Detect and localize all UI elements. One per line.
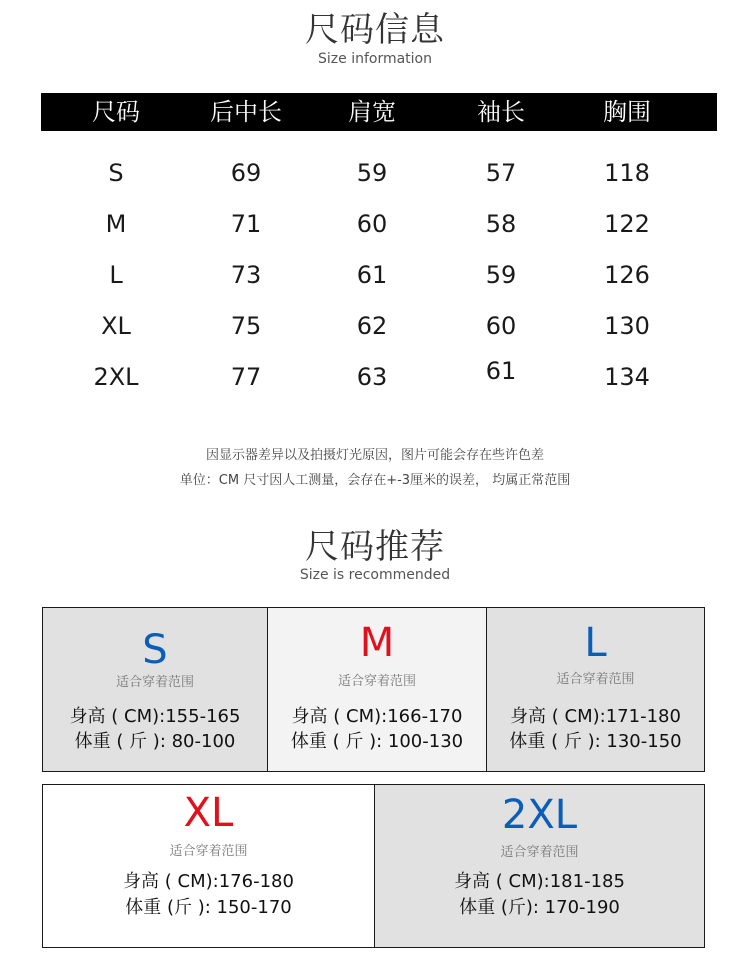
weight-range: 体重 ( 斤 ): 100-130 bbox=[290, 731, 464, 752]
table-cell: 60 bbox=[485, 312, 517, 340]
table-row bbox=[41, 204, 717, 244]
table-cell: 77 bbox=[230, 363, 262, 391]
height-range: 身高 ( CM):166-170 bbox=[291, 706, 463, 727]
table-cell: XL bbox=[101, 312, 131, 340]
height-range: 身高 ( CM):171-180 bbox=[510, 706, 681, 727]
size-info-subtitle: Size information bbox=[318, 51, 432, 67]
size-label: M bbox=[359, 620, 395, 666]
table-cell: 118 bbox=[604, 159, 650, 187]
size-label: 2XL bbox=[501, 792, 578, 838]
table-cell: 73 bbox=[230, 261, 262, 289]
height-range: 身高 ( CM):176-180 bbox=[123, 871, 294, 892]
table-cell: 69 bbox=[230, 159, 262, 187]
size-label: L bbox=[584, 620, 607, 666]
size-box-m bbox=[267, 607, 487, 772]
table-cell: 122 bbox=[604, 210, 650, 238]
table-cell: 75 bbox=[230, 312, 262, 340]
table-cell: 61 bbox=[356, 261, 388, 289]
size-table-header bbox=[41, 93, 717, 131]
table-cell: 71 bbox=[230, 210, 262, 238]
header-size: 尺码 bbox=[92, 98, 140, 126]
fit-range-label: 适合穿着范围 bbox=[115, 675, 194, 690]
size-info-title: 尺码信息 bbox=[305, 10, 445, 50]
size-recommend-title: 尺码推荐 bbox=[305, 527, 445, 567]
header-shoulder-width: 肩宽 bbox=[348, 98, 396, 126]
measurement-unit-note: 单位：CM 尺寸因人工测量，会存在+-3厘米的误差， 均属正常范围 bbox=[179, 473, 571, 488]
table-cell: 60 bbox=[356, 210, 388, 238]
table-row bbox=[41, 306, 717, 346]
size-box-xl bbox=[42, 784, 375, 948]
table-row bbox=[41, 153, 717, 193]
height-range: 身高 ( CM):155-165 bbox=[69, 706, 241, 727]
table-cell: 59 bbox=[485, 261, 517, 289]
table-cell: M bbox=[105, 210, 127, 238]
table-cell: 130 bbox=[604, 312, 650, 340]
table-cell: 58 bbox=[485, 210, 517, 238]
header-chest: 胸围 bbox=[603, 98, 651, 126]
weight-range: 体重 ( 斤 ): 80-100 bbox=[74, 731, 236, 752]
table-cell: S bbox=[108, 159, 124, 187]
size-box-s bbox=[42, 607, 268, 772]
size-recommend-subtitle: Size is recommended bbox=[299, 567, 451, 583]
table-cell: 2XL bbox=[93, 363, 139, 391]
table-cell: 62 bbox=[356, 312, 388, 340]
table-cell: 126 bbox=[604, 261, 650, 289]
fit-range-label: 适合穿着范围 bbox=[500, 845, 579, 860]
size-box-l bbox=[486, 607, 705, 772]
table-cell: 59 bbox=[356, 159, 388, 187]
size-label: XL bbox=[183, 790, 234, 836]
fit-range-label: 适合穿着范围 bbox=[337, 674, 416, 689]
table-row bbox=[41, 357, 717, 397]
size-label: S bbox=[142, 627, 168, 673]
fit-range-label: 适合穿着范围 bbox=[556, 672, 635, 687]
weight-range: 体重 (斤 ): 150-170 bbox=[125, 897, 292, 918]
fit-range-label: 适合穿着范围 bbox=[169, 844, 248, 859]
weight-range: 体重 (斤): 170-190 bbox=[459, 897, 620, 918]
header-back-length: 后中长 bbox=[210, 98, 282, 126]
header-sleeve-length: 袖长 bbox=[477, 98, 525, 126]
table-cell: 61 bbox=[485, 357, 517, 385]
table-row bbox=[41, 255, 717, 295]
height-range: 身高 ( CM):181-185 bbox=[454, 871, 625, 892]
size-box-2xl bbox=[374, 784, 705, 948]
table-cell: 63 bbox=[356, 363, 388, 391]
color-difference-note: 因显示器差异以及拍摄灯光原因，图片可能会存在些许色差 bbox=[205, 448, 544, 463]
weight-range: 体重 ( 斤 ): 130-150 bbox=[509, 731, 682, 752]
table-cell: L bbox=[109, 261, 123, 289]
table-cell: 57 bbox=[485, 159, 517, 187]
table-cell: 134 bbox=[604, 363, 650, 391]
